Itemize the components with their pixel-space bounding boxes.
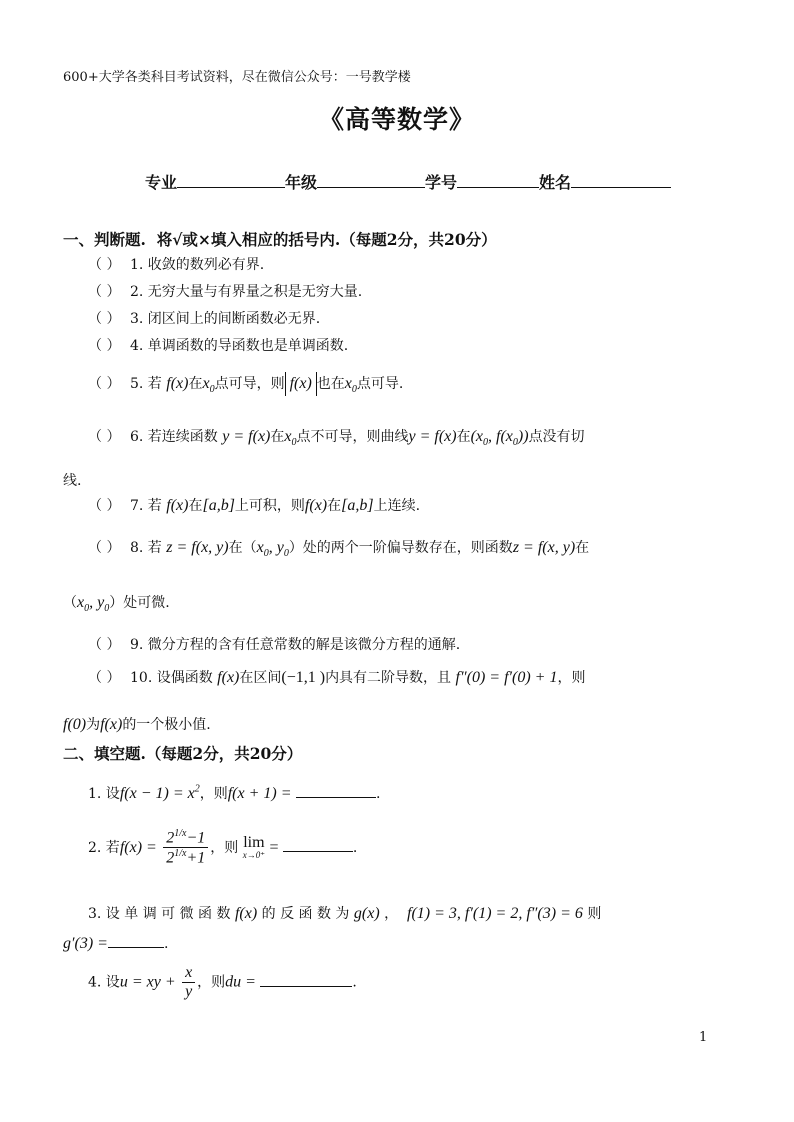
math-x0-y0: $x_0$, $y_0$ (256, 539, 289, 560)
q6-text-e: 点没有切 (528, 429, 585, 445)
q5-text-e: 点可导. (356, 376, 404, 392)
s2-question-1: 1. 设$f(x - 1) = x^2$，则f(x + 1) = . (88, 783, 381, 802)
math-s2q1-lhs: $f(x - 1) = x^2$ (119, 783, 200, 802)
math-fx: f(x) (217, 669, 240, 686)
q5-text-c: 点可导，则 (214, 376, 285, 392)
grade-blank[interactable] (317, 171, 425, 188)
math-x0: $x_0$ (202, 375, 215, 396)
answer-paren[interactable]: （ ） (88, 637, 121, 653)
s2q2-text-a: 2. 若 (88, 839, 120, 856)
math-point: ($x_0$, $f(x_0)$) (470, 428, 529, 449)
question-text: 3. 闭区间上的间断函数必无界. (130, 311, 321, 327)
s2q3-text-d: 则 (587, 906, 602, 922)
math-s2q1-rhs: f(x + 1) = (227, 785, 292, 802)
math-x0-y0: $x_0$, $y_0$ (77, 594, 110, 615)
math-fx: f(x) (304, 497, 328, 514)
s2-question-3: 3. 设 单 调 可 微 函 数 f(x) 的 反 函 数 为 g(x) ， f(1) = 3, f′(1) = 2, f″(3) = 6 则 (88, 905, 602, 922)
q6-text-c: 点不可导，则曲线 (296, 429, 409, 445)
q5-text-a: 5. 若 (130, 376, 162, 392)
math-fx: f(x) (234, 905, 258, 922)
q10-continuation: f(0)为f(x)的一个极小值. (63, 716, 211, 733)
s2q3-text-b: 的 反 函 数 为 (261, 906, 350, 922)
section2-heading (63, 742, 302, 764)
s1-question-8 (88, 537, 589, 559)
s2q1-answer-blank[interactable] (296, 783, 376, 798)
q10-text-c: 内具有二阶导数，且 (325, 670, 452, 686)
s1-question-6 (88, 426, 585, 448)
q5-text-b: 在 (188, 376, 203, 392)
question-text: 1. 收敛的数列必有界. (130, 257, 265, 273)
s2q2-answer-blank[interactable] (283, 837, 353, 852)
answer-paren[interactable]: （ ） (88, 429, 121, 445)
math-x0: $x_0$ (284, 428, 297, 449)
name-blank[interactable] (571, 171, 671, 188)
math-condition: f″(0) = f′(0) + 1 (455, 669, 558, 686)
q10-text-a: 10. 设偶函数 (130, 670, 213, 686)
answer-paren[interactable]: （ ） (88, 540, 121, 556)
answer-paren[interactable]: （ ） (88, 338, 121, 354)
s2-question-4: 4. 设u = xy + $\frac{x}{y}$ ，则du = . (88, 964, 357, 1000)
major-blank[interactable] (177, 171, 285, 188)
fraction: $\frac{2^{1/x}-1}{2^{1/x}+1}$ (163, 828, 208, 868)
q8-text-c: ）处的两个一阶偏导数存在，则函数 (288, 540, 513, 556)
math-fx: f(x) (166, 375, 189, 392)
math-interval: (−1,1 ) (281, 669, 326, 686)
s2q4-text-b: ，则 (197, 974, 226, 991)
answer-paren[interactable]: （ ） (88, 311, 121, 327)
s1-question-4 (88, 335, 348, 355)
section1-instruction: 将√或×填入相应的括号内.（每题2分，共20分） (156, 230, 497, 249)
q7-text-d: 在 (327, 498, 342, 514)
answer-paren[interactable]: （ ） (88, 257, 121, 273)
q6-continuation: 线. (63, 473, 82, 489)
answer-paren[interactable]: （ ） (88, 670, 121, 686)
s2q2-text-b: ，则 (210, 839, 239, 856)
math-curve: y = f(x) (408, 428, 457, 445)
q6-text-d: 在 (456, 429, 471, 445)
page-number: 1 (699, 1030, 708, 1045)
answer-paren[interactable]: （ ） (88, 498, 121, 514)
q6-text-b: 在 (270, 429, 285, 445)
limit: lim x→0⁺ (242, 834, 265, 861)
math-y-eq: y = f(x) (222, 428, 271, 445)
s2q3-continuation: g′(3) = . (63, 935, 169, 952)
section2-title: 二、填空题. (63, 744, 146, 763)
q10-text-b: 在区间 (239, 670, 282, 686)
section1-heading (63, 228, 497, 250)
question-text: 4. 单调函数的导函数也是单调函数. (130, 338, 349, 354)
s1-question-7 (88, 495, 420, 515)
q7-text-e: 上连续. (373, 498, 421, 514)
s2q3-text-a: 3. 设 单 调 可 微 函 数 (88, 906, 231, 922)
s1-question-3 (88, 308, 320, 328)
s2q1-text-a: 1. 设 (88, 786, 120, 802)
section1-title: 一、判断题. (63, 230, 146, 249)
s1-question-5 (88, 372, 403, 396)
section2-instruction: （每题2分，共20分） (145, 744, 303, 763)
student-info-fields (145, 170, 671, 193)
s1-question-1 (88, 254, 264, 274)
math-g3: g′(3) = (63, 935, 108, 952)
name-label: 姓名 (539, 173, 572, 192)
q8-text-a: 8. 若 (130, 540, 162, 556)
math-given: f(1) = 3, f′(1) = 2, f″(3) = 6 (407, 905, 583, 922)
question-text: 2. 无穷大量与有界量之积是无穷大量. (130, 284, 363, 300)
s2-question-2: 2. 若f(x) = $\frac{2^{1/x}-1}{2^{1/x}+1}$ ，则 lim x→0⁺ = . (88, 828, 358, 867)
s2q4-answer-blank[interactable] (260, 972, 352, 987)
q6-text-a: 6. 若连续函数 (130, 429, 218, 445)
question-text: 9. 微分方程的含有任意常数的解是该微分方程的通解. (130, 637, 461, 653)
s1-question-9 (88, 634, 460, 654)
q5-text-d: 也在 (316, 376, 345, 392)
s1-question-2 (88, 281, 362, 301)
math-fx: f(x) (166, 497, 189, 514)
math-du: du = (225, 973, 256, 991)
header-note: 600+大学各类科目考试资料，尽在微信公众号：一号教学楼 (63, 70, 411, 85)
major-label: 专业 (145, 173, 178, 192)
q7-text-b: 在 (188, 498, 203, 514)
s2q4-text-a: 4. 设 (88, 974, 120, 991)
math-gx: g(x) (353, 905, 380, 922)
q8-text-d: 在 (575, 540, 590, 556)
student-id-blank[interactable] (457, 171, 539, 188)
student-id-label: 学号 (425, 173, 458, 192)
math-z-eq: z = f(x, y) (512, 539, 576, 556)
abs-fx: f(x) (285, 372, 317, 396)
math-f0: f(0) (63, 716, 87, 733)
answer-paren[interactable]: （ ） (88, 284, 121, 300)
q7-text-c: 上可积，则 (234, 498, 305, 514)
q10-text-d: ，则 (557, 670, 586, 686)
fraction-x-over-y: $\frac{x}{y}$ (182, 964, 195, 1001)
q8-text-b: 在（ (228, 540, 257, 556)
math-u-eq: u = xy + (119, 973, 176, 991)
math-x0: $x_0$ (344, 375, 357, 396)
page-title: 《高等数学》 (318, 105, 475, 134)
grade-label: 年级 (285, 173, 318, 192)
s2q3-answer-blank[interactable] (108, 933, 164, 948)
math-z-eq: z = f(x, y) (166, 539, 229, 556)
q7-text-a: 7. 若 (130, 498, 162, 514)
s2q1-text-b: ，则 (199, 786, 228, 802)
math-interval-ab: [a,b] (202, 497, 235, 514)
math-fx-eq: f(x) = (119, 838, 157, 856)
math-fx: f(x) (100, 716, 123, 733)
s1-question-10 (88, 667, 585, 687)
answer-paren[interactable]: （ ） (88, 376, 121, 392)
q8-continuation: （$x_0$, $y_0$）处可微. (63, 594, 170, 615)
math-interval-ab: [a,b] (341, 497, 374, 514)
